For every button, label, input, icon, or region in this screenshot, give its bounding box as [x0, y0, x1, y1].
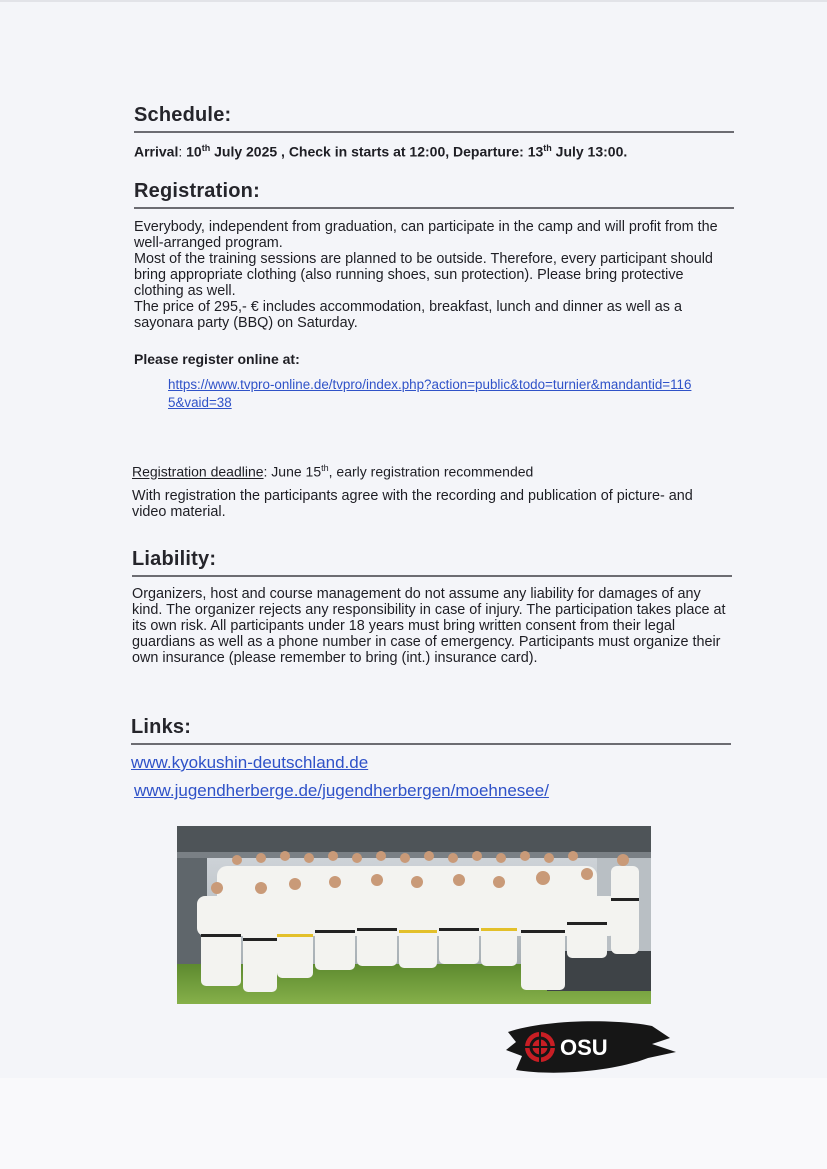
group-photo: [177, 826, 651, 1004]
registration-deadline: Registration deadline: June 15th, early registration recommended: [132, 463, 534, 480]
register-label: Please register online at:: [134, 351, 300, 367]
liability-paragraph: Organizers, host and course management do not assume any liability for damages of any kind. The organizer rejects any responsibility in case of injury. The participation takes place at its own risk. All participants under 18 years must bring written consent from their legal guardians as well as a phone number in case of emergency. Participants must organize their own insurance (please remember to bring (int.) insurance card).: [132, 586, 726, 666]
arrival-label: Arrival: [134, 143, 179, 160]
registration-paragraph-2: Most of the training sessions are planned to be outside. Therefore, every participant should bring appropriate clothing (also running shoes, sun protection). Please bring protective clothing as well.: [134, 251, 713, 299]
registration-paragraph-3: The price of 295,- € includes accommodation, breakfast, lunch and dinner as well as a sayonara party (BBQ) on Saturday.: [134, 299, 682, 331]
link-jugendherberge-moehnesee[interactable]: www.jugendherberge.de/jugendherbergen/moehnesee/: [134, 781, 549, 800]
scan-bottom-band: [0, 1078, 827, 1169]
links-heading: Links:: [131, 716, 731, 745]
media-consent-paragraph: With registration the participants agree with the recording and publication of picture- and video material.: [132, 487, 693, 520]
links-section: [131, 716, 731, 801]
registration-section: [134, 180, 734, 412]
schedule-section: [134, 104, 734, 160]
osu-logo-text: OSU: [560, 1035, 608, 1060]
liability-heading: Liability:: [132, 548, 732, 577]
link-kyokushin-deutschland[interactable]: www.kyokushin-deutschland.de: [131, 753, 369, 772]
scan-top-edge: [0, 0, 827, 2]
schedule-heading: Schedule:: [134, 104, 734, 133]
schedule-dates: Arrival: 10th July 2025 , Check in starts at 12:00, Departure: 13th July 13:00.: [134, 143, 628, 160]
deadline-label: Registration deadline: [132, 463, 264, 480]
registration-heading: Registration:: [134, 180, 734, 209]
liability-section: [132, 548, 732, 666]
registration-deadline-block: [132, 463, 732, 520]
registration-url-link[interactable]: https://www.tvpro-online.de/tvpro/index.php?action=public&todo=turnier&mandantid=1165&vaid=38: [168, 377, 692, 410]
registration-paragraph-1: Everybody, independent from graduation, can participate in the camp and will profit from the well-arranged program.: [134, 219, 718, 251]
osu-logo: [502, 1016, 678, 1076]
